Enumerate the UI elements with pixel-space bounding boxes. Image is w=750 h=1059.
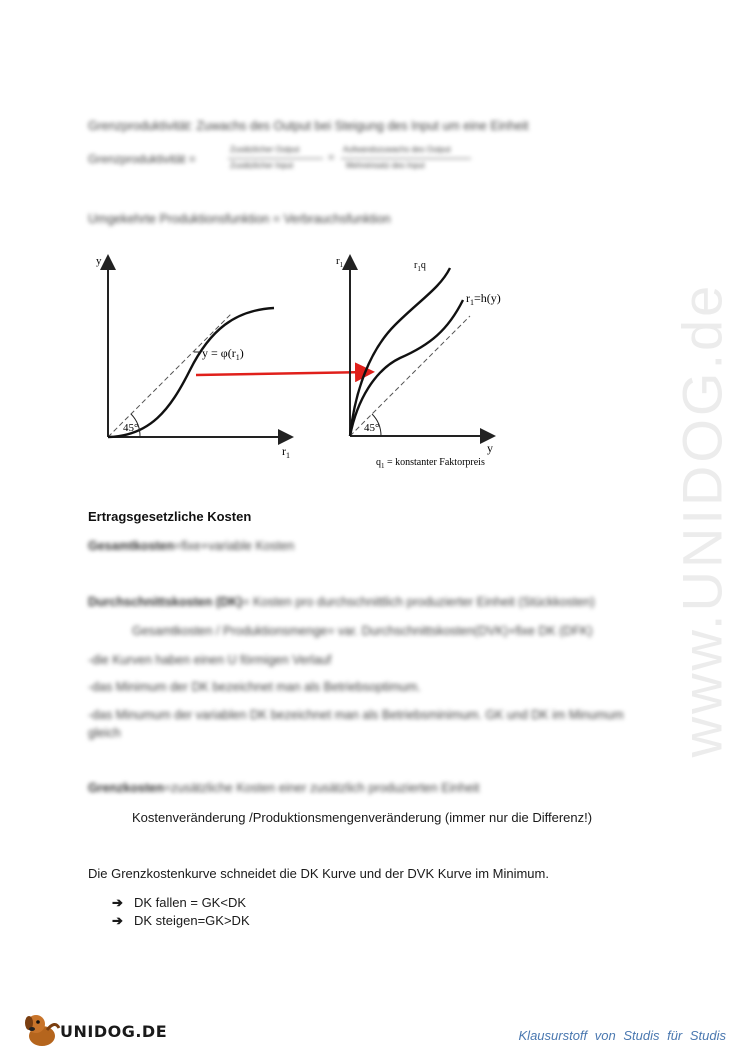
blurred-bullet-2: -das Minimum der DK bezeichnet man als Betriebsoptimum. bbox=[88, 680, 421, 694]
arrow-item-dk-steigen: ➔ DK steigen=GK>DK bbox=[112, 913, 250, 928]
unidog-logo bbox=[22, 1010, 168, 1050]
diagram-caption: $q_1$ = konstanter Faktorpreis bbox=[376, 457, 485, 470]
blurred-bullet-3-cont: gleich bbox=[88, 726, 121, 740]
blurred-gesamtkosten: Gesamtkosten=fixe+variable Kosten bbox=[88, 539, 295, 553]
right-top-label: $r_1q$ bbox=[414, 260, 426, 273]
left-production-curve bbox=[108, 308, 274, 437]
right-curve-label: $r_1=h(y)$ bbox=[466, 291, 501, 307]
blurred-durchschnittskosten: Durchschnittskosten (DK)= Kosten pro durchschnittlich produzierter Einheit (Stückkosten) bbox=[88, 595, 595, 609]
right-x-label: y bbox=[487, 441, 493, 455]
kostenveraenderung-text: Kostenveränderung /Produktionsmengenveränderung (immer nur die Differenz!) bbox=[132, 810, 593, 825]
grenzkostenkurve-text: Die Grenzkostenkurve schneidet die DK Kurve und der DVK Kurve im Minimum. bbox=[88, 866, 549, 881]
left-angle-label: 45° bbox=[123, 422, 139, 434]
footer-tagline: Klausurstoff von Studis für Studis bbox=[518, 1028, 726, 1043]
blurred-bullet-3: -das Minumum der variablen DK bezeichnet man als Betriebsminimum. GK und DK im Minumum bbox=[88, 708, 624, 722]
arrow-item-dk-fallen: ➔ DK fallen = GK<DK bbox=[112, 895, 246, 910]
arrow-right-icon: ➔ bbox=[112, 895, 123, 910]
right-angle-label: 45° bbox=[364, 422, 380, 434]
logo-text: UNIDOG.DE bbox=[60, 1022, 168, 1041]
left-curve-label: $y = \varphi(r_1)$ bbox=[202, 346, 244, 362]
transform-arrow bbox=[196, 372, 370, 375]
right-upper-curve bbox=[350, 268, 450, 436]
left-x-label: $r_1$ bbox=[282, 444, 290, 460]
blurred-grenzkosten: Grenzkosten=zusätzliche Kosten einer zusätzlich produzierten Einheit bbox=[88, 781, 480, 795]
blurred-grenzproduktivitaet-line: Grenzproduktivität: Zuwachs des Output bei Steigung des Input um eine Einheit bbox=[88, 119, 529, 133]
section-heading: Ertragsgesetzliche Kosten bbox=[88, 509, 252, 524]
right-y-label: $r_1$ bbox=[336, 255, 344, 269]
left-y-label: y bbox=[96, 255, 102, 267]
blurred-dk-formula: Gesamtkosten / Produktionsmenge= var. Durchschnittskosten(DVK)+fixe DK (DFK) bbox=[132, 624, 593, 638]
right-45deg-line bbox=[350, 316, 470, 436]
dog-mascot-icon bbox=[22, 1010, 62, 1050]
arrow-right-icon: ➔ bbox=[112, 913, 123, 928]
blurred-verbrauchsfunktion-line: Umgekehrte Produktionsfunktion = Verbrauchsfunktion bbox=[88, 212, 391, 226]
blurred-bullet-1: -die Kurven haben einen U förmigen Verlauf bbox=[88, 653, 332, 667]
